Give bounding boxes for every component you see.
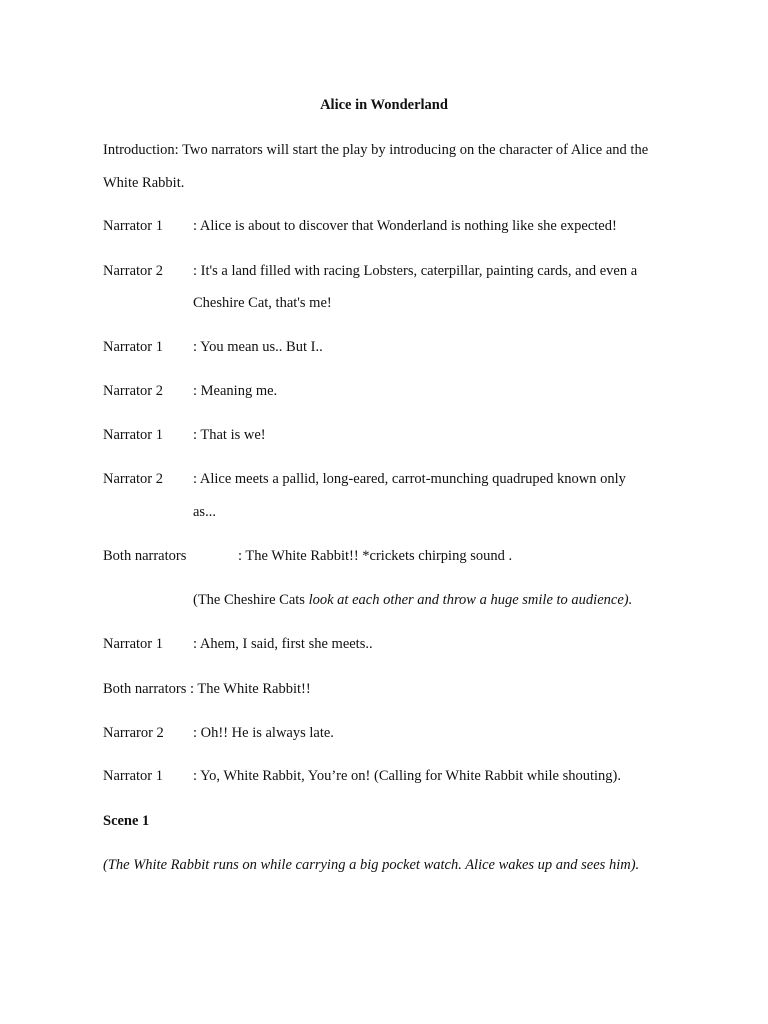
speaker-label: Narrator 1	[103, 339, 163, 355]
speaker-label: Both narrators	[103, 681, 187, 697]
page-title: Alice in Wonderland	[320, 97, 448, 113]
speaker-label: Narrator 2	[103, 263, 163, 279]
dialogue-line: : It's a land filled with racing Lobsters, caterpillar, painting cards, and even a	[193, 263, 638, 279]
dialogue-line: : Alice is about to discover that Wonderland is nothing like she expected!	[193, 218, 617, 234]
dialogue-line: : You mean us.. But I..	[193, 339, 323, 355]
dialogue-line: : That is we!	[193, 427, 266, 443]
dialogue-line: : The White Rabbit!! *crickets chirping sound .	[238, 548, 513, 564]
intro-line-1: Introduction: Two narrators will start the play by introducing on the character of Alice and the	[103, 142, 649, 158]
dialogue-line: : Ahem, I said, first she meets..	[193, 636, 373, 652]
stage-direction	[193, 591, 632, 609]
speaker-label: Narrator 1	[103, 636, 163, 652]
speaker-label: Narrator 2	[103, 471, 163, 487]
dialogue-text: : The White Rabbit!!	[189, 681, 311, 697]
dialogue-line-inline	[103, 680, 311, 698]
speaker-label: Narrator 1	[103, 768, 163, 784]
speaker-label: Narrator 1	[103, 218, 163, 234]
speaker-label: Both narrators	[103, 548, 187, 564]
scene-direction: (The White Rabbit runs on while carrying a big pocket watch. Alice wakes up and sees him).	[103, 857, 640, 873]
stage-direction-italic: look at each other and throw a huge smile to audience).	[308, 592, 633, 608]
dialogue-continuation: as...	[193, 504, 216, 520]
dialogue-line: : Meaning me.	[193, 383, 278, 399]
stage-direction-normal: (The Cheshire Cats	[193, 592, 309, 608]
dialogue-line: : Yo, White Rabbit, You’re on! (Calling for White Rabbit while shouting).	[193, 768, 621, 784]
scene-heading: Scene 1	[103, 813, 150, 829]
speaker-label: Narraror 2	[103, 725, 164, 741]
dialogue-continuation: Cheshire Cat, that's me!	[193, 295, 332, 311]
dialogue-line: : Oh!! He is always late.	[193, 725, 334, 741]
speaker-label: Narrator 2	[103, 383, 163, 399]
speaker-label: Narrator 1	[103, 427, 163, 443]
dialogue-line: : Alice meets a pallid, long-eared, carrot-munching quadruped known only	[193, 471, 626, 487]
intro-line-2: White Rabbit.	[103, 175, 185, 191]
